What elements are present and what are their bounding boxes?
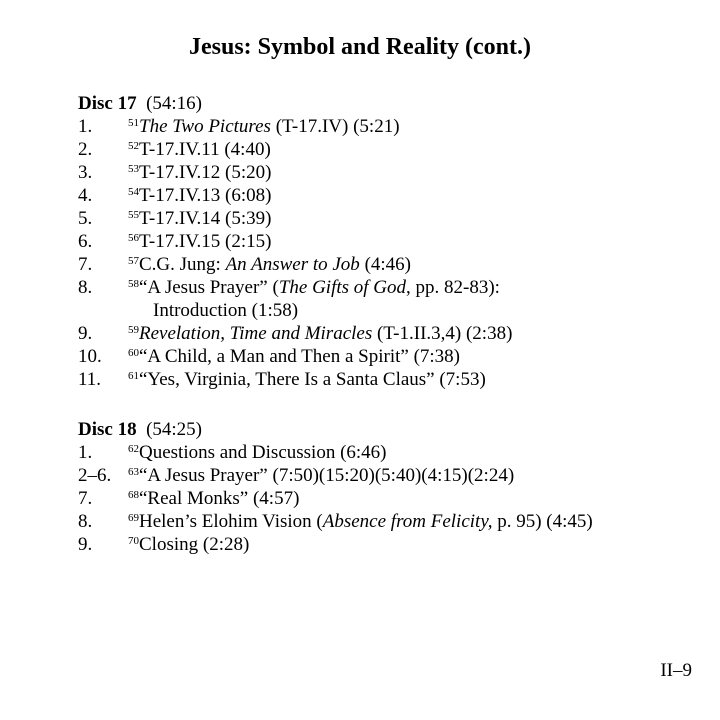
track-number: 4. [78,185,93,206]
track-text [128,161,271,184]
track-number: 7. [78,488,93,509]
track-row [78,299,698,322]
track-detail: (T-17.IV) (5:21) [270,116,400,137]
track-number: 11. [78,369,102,390]
track-text [128,184,271,207]
track-text [128,510,593,533]
track-row [78,161,698,184]
track-detail: T-17.IV.15 (2:15) [139,231,272,252]
track-text [128,115,400,138]
track-text [128,441,387,464]
track-text [128,207,271,230]
track-number: 9. [78,323,93,344]
track-text [128,464,514,487]
track-number: 3. [78,162,93,183]
track-number: 8. [78,511,93,532]
footnote-ref: 60 [128,347,139,359]
track-row [78,184,698,207]
footnote-ref: 63 [128,466,139,478]
disc-18-track-list [78,441,698,556]
track-title-prefix: C.G. Jung: [139,254,226,275]
track-work-title: An Answer to Job [225,254,360,275]
page-number: II–9 [660,660,692,681]
track-work-title: Absence from Felicity, [322,511,493,532]
footnote-ref: 59 [128,324,139,336]
track-row [78,533,698,556]
track-detail: p. 95) (4:45) [492,511,593,532]
track-text [128,138,271,161]
track-detail: “Real Monks” (4:57) [139,488,300,509]
track-number: 9. [78,534,93,555]
track-detail: “Yes, Virginia, There Is a Santa Claus” (7:53) [139,369,486,390]
track-detail: , pp. 82-83): [406,277,500,298]
footnote-ref: 51 [128,117,139,129]
footnote-ref: 61 [128,370,139,382]
track-row [78,368,698,391]
track-text [128,368,486,391]
track-row [78,510,698,533]
track-detail: Closing (2:28) [139,534,250,555]
track-number: 8. [78,277,93,298]
disc-17-duration: (54:16) [146,93,203,114]
footnote-ref: 58 [128,278,139,290]
disc-17-label: Disc 17 [78,93,137,114]
track-number: 2. [78,139,93,160]
track-detail: T-17.IV.12 (5:20) [139,162,272,183]
page-title: Jesus: Symbol and Reality (cont.) [188,34,531,60]
disc-18-label: Disc 18 [78,419,137,440]
track-title-prefix: Helen’s Elohim Vision ( [139,511,323,532]
footnote-ref: 62 [128,443,139,455]
disc-18-heading [78,418,698,441]
disc-18-duration: (54:25) [146,419,203,440]
track-detail: “A Jesus Prayer” (7:50)(15:20)(5:40)(4:15)(2:24) [139,465,515,486]
track-text [128,276,500,299]
track-detail: (4:46) [359,254,411,275]
footnote-ref: 55 [128,209,139,221]
track-text [128,322,512,345]
track-text [128,230,271,253]
footnote-ref: 54 [128,186,139,198]
track-row [78,207,698,230]
track-work-title: The Gifts of God [278,277,407,298]
track-detail: Questions and Discussion (6:46) [139,442,387,463]
track-row [78,230,698,253]
track-row [78,464,698,487]
disc-18-section [78,418,698,556]
track-detail: T-17.IV.14 (5:39) [139,208,272,229]
track-detail: T-17.IV.13 (6:08) [139,185,272,206]
track-text [128,533,249,556]
footnote-ref: 56 [128,232,139,244]
track-number: 7. [78,254,93,275]
track-detail: “A Child, a Man and Then a Spirit” (7:38) [139,346,461,367]
track-row [78,115,698,138]
track-row [78,487,698,510]
track-number: 1. [78,116,93,137]
disc-17-track-list [78,115,698,391]
disc-17-heading [78,92,698,115]
track-detail: (T-1.II.3,4) (2:38) [372,323,513,344]
disc-17-section [78,92,698,391]
track-row [78,322,698,345]
footnote-ref: 52 [128,140,139,152]
track-row [78,441,698,464]
track-detail: T-17.IV.11 (4:40) [139,139,271,160]
footnote-ref: 69 [128,512,139,524]
track-number: 6. [78,231,93,252]
track-row [78,138,698,161]
footnote-ref: 68 [128,489,139,501]
track-number: 1. [78,442,93,463]
track-work-title: The Two Pictures [139,116,271,137]
footnote-ref: 57 [128,255,139,267]
track-row [78,253,698,276]
track-text [128,345,460,368]
track-text [128,253,411,276]
track-row [78,345,698,368]
track-text [128,487,299,510]
track-work-title: Revelation, Time and Miracles [139,323,373,344]
footnote-ref: 70 [128,535,139,547]
track-number: 10. [78,346,102,367]
track-number: 2–6. [78,465,112,486]
track-title-prefix: “A Jesus Prayer” ( [139,277,279,298]
track-number: 5. [78,208,93,229]
track-continuation: Introduction (1:58) [153,300,299,321]
track-text [153,299,298,322]
footnote-ref: 53 [128,163,139,175]
track-row [78,276,698,299]
